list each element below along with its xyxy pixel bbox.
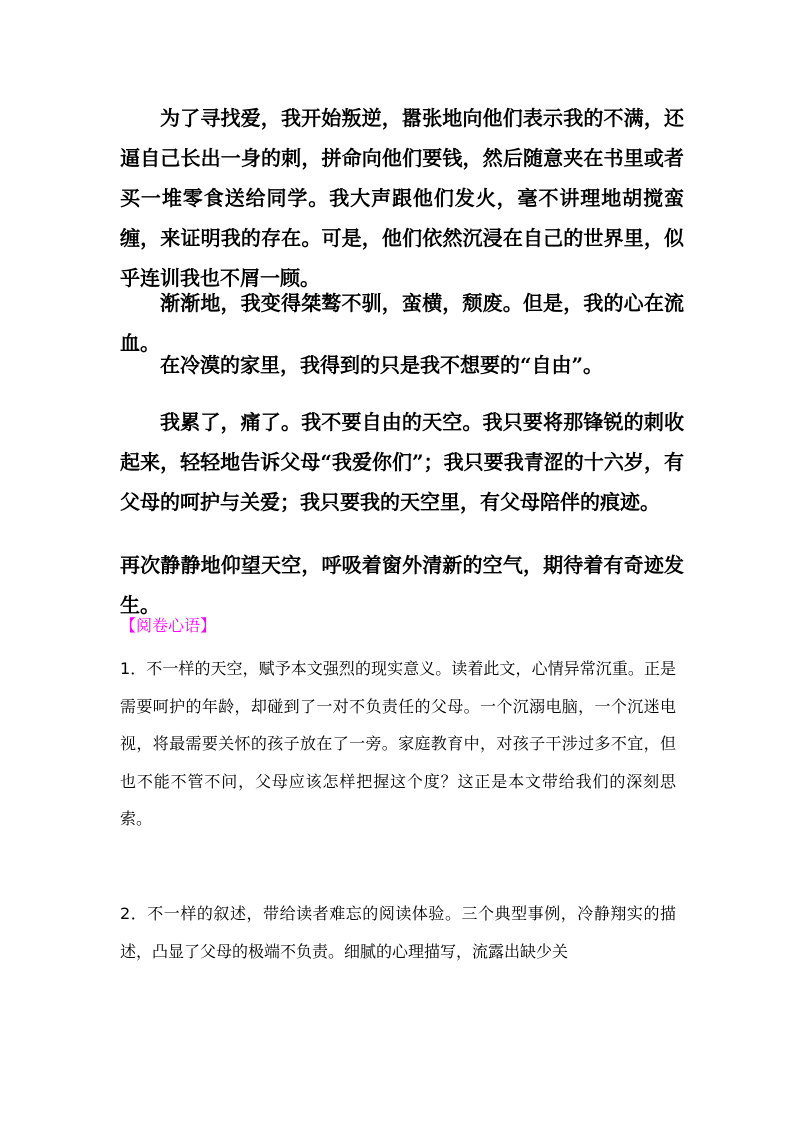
essay-paragraph: 再次静静地仰望天空，呼吸着窗外清新的空气，期待着有奇迹发生。	[120, 553, 684, 617]
essay-paragraph: 我累了，痛了。我不要自由的天空。我只要将那锋锐的刺收起来，轻轻地告诉父母“我爱你们”；我只要我青涩的十六岁，有父母的呵护与关爱；我只要我的天空里，有父母陪伴的痕迹。	[120, 410, 684, 514]
review-item: 1．不一样的天空，赋予本文强烈的现实意义。读着此文，心情异常沉重。正是需要呵护的年龄，却碰到了一对不负责任的父母。一个沉溺电脑，一个沉迷电视，将最需要关怀的孩子放在了一旁。家庭教育中，对孩子干涉过多不宜，但也不能不管不问，父母应该怎样把握这个度？这正是本文带给我们的深刻思索。	[120, 659, 676, 828]
essay-paragraph: 渐渐地，我变得桀骜不驯，蛮横，颓废。但是，我的心在流血。	[120, 291, 684, 355]
review-heading	[120, 614, 216, 638]
essay-paragraph: 在冷漠的家里，我得到的只是我不想要的“自由”。	[160, 353, 604, 377]
review-heading-text: 【阅卷心语】	[120, 616, 217, 635]
review-item: 2．不一样的叙述，带给读者难忘的阅读体验。三个典型事例，冷静翔实的描述，凸显了父母的极端不负责。细腻的心理描写，流露出缺少关	[120, 904, 676, 961]
essay-paragraph: 为了寻找爱，我开始叛逆，嚣张地向他们表示我的不满，还逼自己长出一身的刺，拼命向他们要钱，然后随意夹在书里或者买一堆零食送给同学。我大声跟他们发火，毫不讲理地胡搅蛮缠，来证明我的存在。可是，他们依然沉浸在自己的世界里，似乎连训我也不屑一顾。	[120, 106, 684, 290]
